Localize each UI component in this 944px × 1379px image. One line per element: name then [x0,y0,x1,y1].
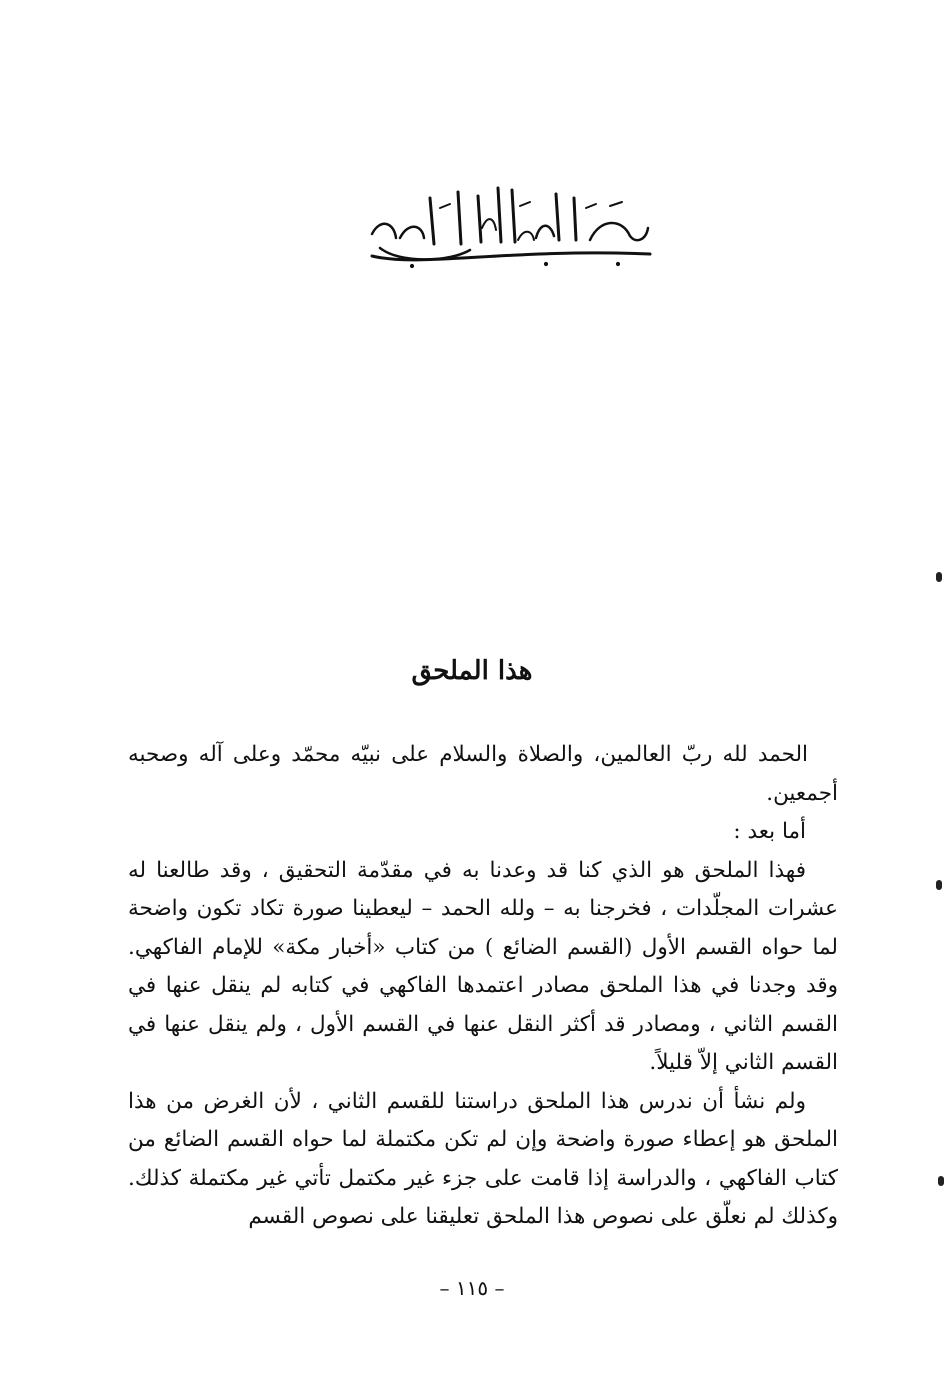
page-number: – ١١٥ – [439,1276,505,1300]
scan-edge-mark [936,880,942,890]
basmala-calligraphy [360,178,660,274]
body-text [128,736,838,1237]
section-heading: هذا الملحق [411,656,533,686]
paragraph-appendix-intro: فهذا الملحق هو الذي كنا قد وعدنا به في مقدّمة التحقيق ، وقد طالعنا له عشرات المجلّدات ، فخرجنا به – ولله الحمد – ليعطينا صورة تكاد تكون واضحة لما حواه القسم الأول (القسم الضائع ) من كتاب «أخبار مكة» للإمام الفاكهي. وقد وجدنا في هذا الملحق مصادر اعتمدها الفاكهي في كتابه لم ينقل عنها في القسم الثاني ، ومصادر قد أكثر النقل عنها في القسم الأول ، ولم ينقل عنها في القسم الثاني إلاّ قليلاً. [128,857,838,1075]
paragraph-amma-baad: أما بعد : [733,819,806,844]
scan-edge-mark [936,572,942,582]
paragraph-appendix-study: ولم نشأ أن ندرس هذا الملحق دراستنا للقسم الثاني ، لأن الغرض من هذا الملحق هو إعطاء صورة واضحة وإن لم تكن مكتملة لما حواه القسم الضائع من كتاب الفاكهي ، والدراسة إذا قامت على جزء غير مكتمل تأتي غير مكتملة كذلك. وكذلك لم نعلّق على نصوص هذا الملحق تعليقنا على نصوص القسم [128,1088,838,1229]
scan-edge-mark [938,1176,944,1186]
basmala-calligraphy-drawing [360,178,660,274]
paragraph-praise: الحمد لله ربّ العالمين، والصلاة والسلام على نبيّه محمّد وعلى آله وصحبه أجمعين. [128,742,838,806]
